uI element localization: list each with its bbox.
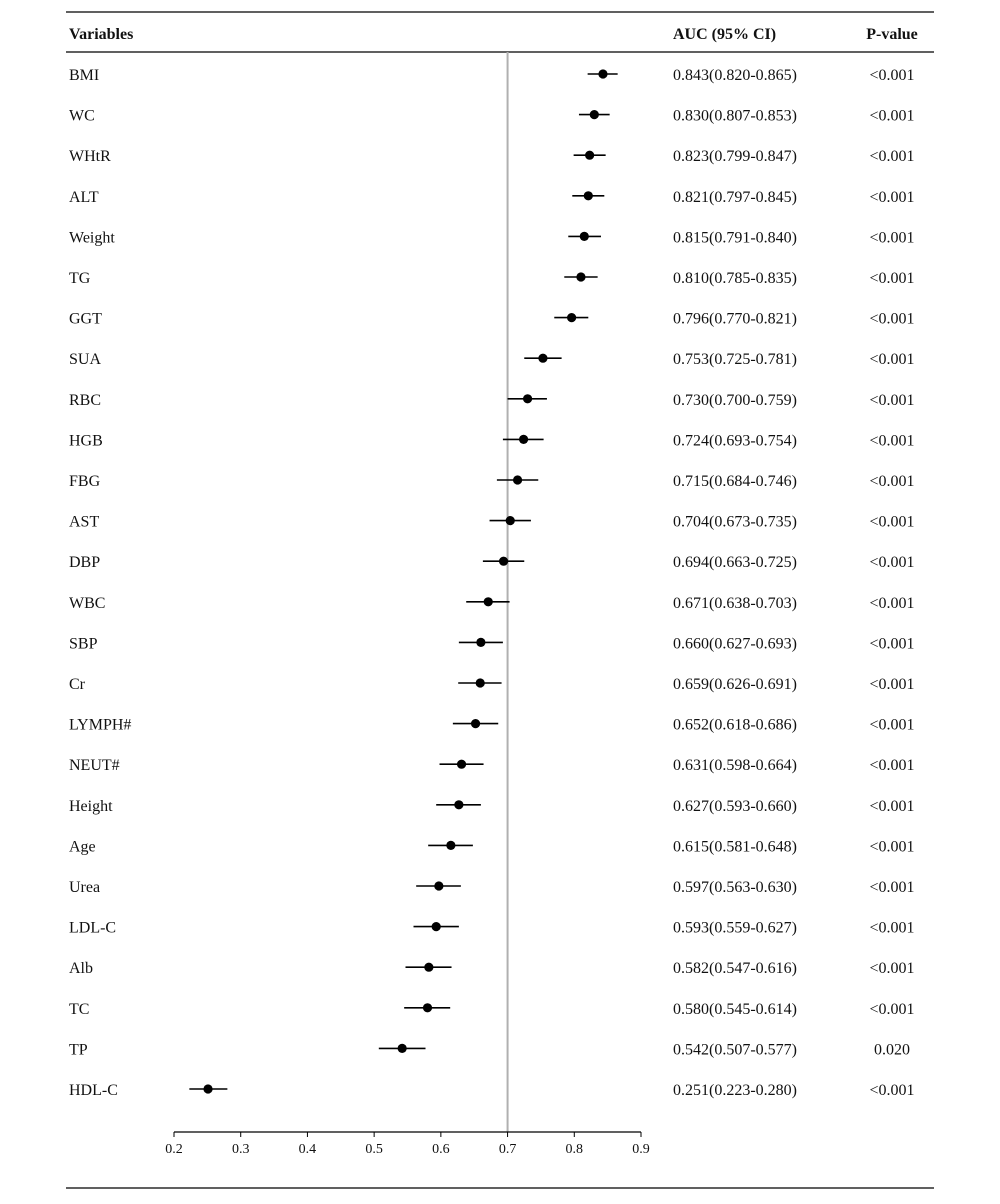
table-row [69, 392, 915, 409]
row-p-value: <0.001 [869, 351, 915, 369]
table-row [69, 798, 915, 815]
row-variable-label: GGT [69, 310, 102, 328]
row-variable-label: WHtR [69, 148, 111, 166]
table-row [69, 432, 915, 449]
auc-point [484, 597, 493, 606]
row-p-value: <0.001 [869, 716, 915, 734]
row-p-value: <0.001 [869, 554, 915, 572]
row-auc-ci: 0.694(0.663-0.725) [673, 554, 797, 572]
row-auc-ci: 0.821(0.797-0.845) [673, 188, 797, 206]
auc-point [523, 394, 532, 403]
table-row [69, 676, 915, 693]
row-auc-ci: 0.843(0.820-0.865) [673, 67, 797, 84]
row-p-value: <0.001 [869, 67, 915, 84]
row-p-value: <0.001 [869, 513, 915, 531]
x-tick-label: 0.8 [565, 1142, 584, 1157]
row-auc-ci: 0.631(0.598-0.664) [673, 757, 797, 775]
table-row [69, 1001, 915, 1018]
row-variable-label: LDL-C [69, 919, 117, 937]
row-variable-label: Height [69, 797, 113, 815]
table-row [69, 635, 915, 652]
row-auc-ci: 0.810(0.785-0.835) [673, 270, 797, 287]
row-auc-ci: 0.542(0.507-0.577) [673, 1041, 797, 1059]
row-auc-ci: 0.671(0.638-0.703) [673, 594, 797, 612]
table-row [69, 108, 915, 125]
row-auc-ci: 0.830(0.807-0.853) [673, 107, 797, 125]
row-auc-ci: 0.823(0.799-0.847) [673, 148, 797, 166]
x-tick-label: 0.4 [298, 1142, 317, 1157]
row-variable-label: HGB [69, 432, 103, 450]
auc-point [576, 272, 585, 281]
table-row [69, 879, 915, 896]
row-p-value: <0.001 [869, 107, 915, 125]
x-tick-label: 0.6 [432, 1142, 450, 1157]
row-variable-label: NEUT# [69, 757, 120, 775]
row-auc-ci: 0.251(0.223-0.280) [673, 1082, 797, 1099]
auc-point [519, 435, 528, 444]
auc-point [506, 516, 515, 525]
table-row [69, 920, 915, 937]
row-p-value: <0.001 [869, 919, 915, 937]
row-variable-label: WBC [69, 594, 106, 612]
row-auc-ci: 0.815(0.791-0.840) [673, 229, 797, 247]
auc-point [432, 922, 441, 931]
row-variable-label: TP [69, 1041, 88, 1059]
row-p-value: <0.001 [869, 757, 915, 775]
auc-point [538, 354, 547, 363]
row-auc-ci: 0.730(0.700-0.759) [673, 391, 797, 409]
table-row [69, 1082, 915, 1099]
table-row [69, 960, 915, 977]
row-variable-label: LYMPH# [69, 716, 132, 734]
row-variable-label: Alb [69, 960, 93, 978]
table-row [69, 351, 915, 368]
row-auc-ci: 0.660(0.627-0.693) [673, 635, 797, 653]
row-variable-label: DBP [69, 554, 101, 572]
auc-point [513, 475, 522, 484]
table-row [69, 554, 915, 571]
auc-point [476, 638, 485, 647]
row-auc-ci: 0.704(0.673-0.735) [673, 513, 797, 531]
auc-point [598, 69, 607, 78]
table-row [69, 311, 915, 328]
row-variable-label: WC [69, 107, 95, 125]
row-p-value: <0.001 [869, 229, 915, 247]
row-p-value: <0.001 [869, 838, 915, 856]
row-p-value: <0.001 [869, 270, 915, 287]
auc-point [398, 1044, 407, 1053]
row-p-value: <0.001 [869, 797, 915, 815]
row-variable-label: Weight [69, 229, 115, 247]
row-auc-ci: 0.580(0.545-0.614) [673, 1000, 797, 1018]
row-p-value: <0.001 [869, 432, 915, 450]
rows-layer [69, 67, 915, 1099]
table-row [69, 67, 915, 84]
row-auc-ci: 0.796(0.770-0.821) [673, 310, 797, 328]
row-variable-label: BMI [69, 67, 100, 84]
table-row [69, 148, 915, 165]
row-variable-label: FBG [69, 473, 101, 490]
row-auc-ci: 0.597(0.563-0.630) [673, 879, 797, 896]
auc-point [590, 110, 599, 119]
row-auc-ci: 0.659(0.626-0.691) [673, 676, 797, 693]
table-row [69, 514, 915, 531]
row-variable-label: TG [69, 270, 91, 287]
x-tick-label: 0.7 [498, 1142, 517, 1157]
header-pvalue: P-value [866, 26, 918, 43]
x-tick-label: 0.2 [165, 1142, 183, 1157]
row-p-value: <0.001 [869, 960, 915, 978]
auc-point [585, 151, 594, 160]
table-row [69, 838, 915, 855]
row-variable-label: ALT [69, 188, 99, 206]
auc-point [454, 800, 463, 809]
row-variable-label: SUA [69, 351, 102, 369]
table-row [69, 229, 915, 246]
x-tick-label: 0.5 [365, 1142, 383, 1157]
row-p-value: 0.020 [874, 1041, 910, 1059]
row-p-value: <0.001 [869, 310, 915, 328]
row-p-value: <0.001 [869, 1082, 915, 1099]
row-variable-label: Urea [69, 879, 101, 896]
row-auc-ci: 0.715(0.684-0.746) [673, 473, 797, 490]
auc-point [203, 1084, 212, 1093]
row-p-value: <0.001 [869, 879, 915, 896]
row-p-value: <0.001 [869, 594, 915, 612]
row-auc-ci: 0.593(0.559-0.627) [673, 919, 797, 937]
table-row [69, 270, 915, 287]
auc-point [471, 719, 480, 728]
row-p-value: <0.001 [869, 635, 915, 653]
auc-point [567, 313, 576, 322]
header-variables: Variables [69, 26, 134, 43]
row-p-value: <0.001 [869, 188, 915, 206]
row-auc-ci: 0.627(0.593-0.660) [673, 797, 797, 815]
auc-point [423, 1003, 432, 1012]
table-row [69, 717, 915, 734]
auc-point [584, 191, 593, 200]
row-variable-label: TC [69, 1000, 90, 1018]
auc-point [476, 678, 485, 687]
row-p-value: <0.001 [869, 148, 915, 166]
auc-point [457, 760, 466, 769]
row-variable-label: Cr [69, 676, 85, 693]
row-p-value: <0.001 [869, 473, 915, 490]
header-auc: AUC (95% CI) [673, 26, 777, 43]
table-row [69, 757, 915, 774]
row-variable-label: HDL-C [69, 1082, 118, 1099]
row-variable-label: RBC [69, 391, 102, 409]
table-row [69, 189, 915, 206]
row-variable-label: AST [69, 513, 100, 531]
row-p-value: <0.001 [869, 391, 915, 409]
row-variable-label: SBP [69, 635, 98, 653]
row-p-value: <0.001 [869, 676, 915, 693]
row-auc-ci: 0.582(0.547-0.616) [673, 960, 797, 978]
row-auc-ci: 0.615(0.581-0.648) [673, 838, 797, 856]
table-row [69, 473, 915, 490]
auc-point [424, 963, 433, 972]
row-auc-ci: 0.724(0.693-0.754) [673, 432, 797, 450]
auc-point [434, 881, 443, 890]
row-p-value: <0.001 [869, 1000, 915, 1018]
x-tick-label: 0.9 [632, 1142, 650, 1157]
x-tick-label: 0.3 [231, 1142, 250, 1157]
auc-point [446, 841, 455, 850]
table-row [69, 1041, 910, 1058]
row-variable-label: Age [69, 838, 96, 856]
auc-point [499, 557, 508, 566]
table-row [69, 595, 915, 612]
row-auc-ci: 0.652(0.618-0.686) [673, 716, 797, 734]
row-auc-ci: 0.753(0.725-0.781) [673, 351, 797, 369]
x-axis [165, 1132, 650, 1157]
auc-point [580, 232, 589, 241]
